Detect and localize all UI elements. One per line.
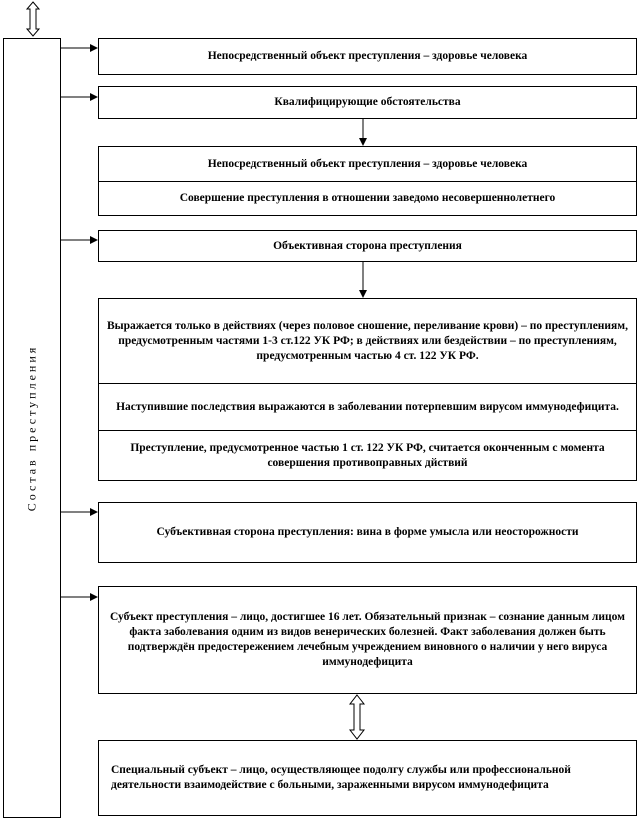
box-object-text: Непосредственный объект преступления – здоровье человека xyxy=(207,50,528,62)
box-obj-completed-text: Преступление, предусмотренное частью 1 ст. 122 УК РФ, считается оконченным с момента совершения противоправных дйствий xyxy=(130,441,605,469)
top-double-arrow xyxy=(27,2,39,36)
box-special-subject-text: Специальный субъект – лицо, осуществляющее подолгу службы или профессиональной деятельности взаимодействие с больными, зараженными вирусом иммунодефицита xyxy=(111,764,571,791)
subject-double-arrow xyxy=(350,695,364,739)
box-subject-text: Субъект преступления – лицо, достигшее 16 лет. Обязательный признак – сознание данным лицом факта заболевания одним из видов венерических болезней. Факт заболевания должен быть подтверждён предостережением лечебным учреждением виновного о наличии у него вируса иммунодефицита xyxy=(110,611,625,668)
box-obj-actions-text: Выражается только в действиях (через половое сношение, переливание крови) – по преступлениям, предусмотренным частями 1-3 ст.122 УК РФ; в действиях или бездействии – по преступлениям, предусмотренным частью 4 ст. 122 УК РФ. xyxy=(107,319,628,362)
box-subjective-text: Субъективная сторона преступления: вина в форме умысла или неосторожности xyxy=(156,526,579,538)
box-obj-consequences-text: Наступившие последствия выражаются в заболевании потерпевшим вирусом иммунодефицита. xyxy=(116,400,619,413)
box-objective-text: Объективная сторона преступления xyxy=(273,239,462,252)
box-q-object-text: Непосредственный объект преступления – здоровье человека xyxy=(207,157,528,170)
side-label: Состав преступления xyxy=(24,344,39,512)
box-q-minor-text: Совершение преступления в отношении заведомо несовершеннолетнего xyxy=(179,192,556,204)
box-qualifying-text: Квалифицирующие обстоятельства xyxy=(274,96,461,108)
